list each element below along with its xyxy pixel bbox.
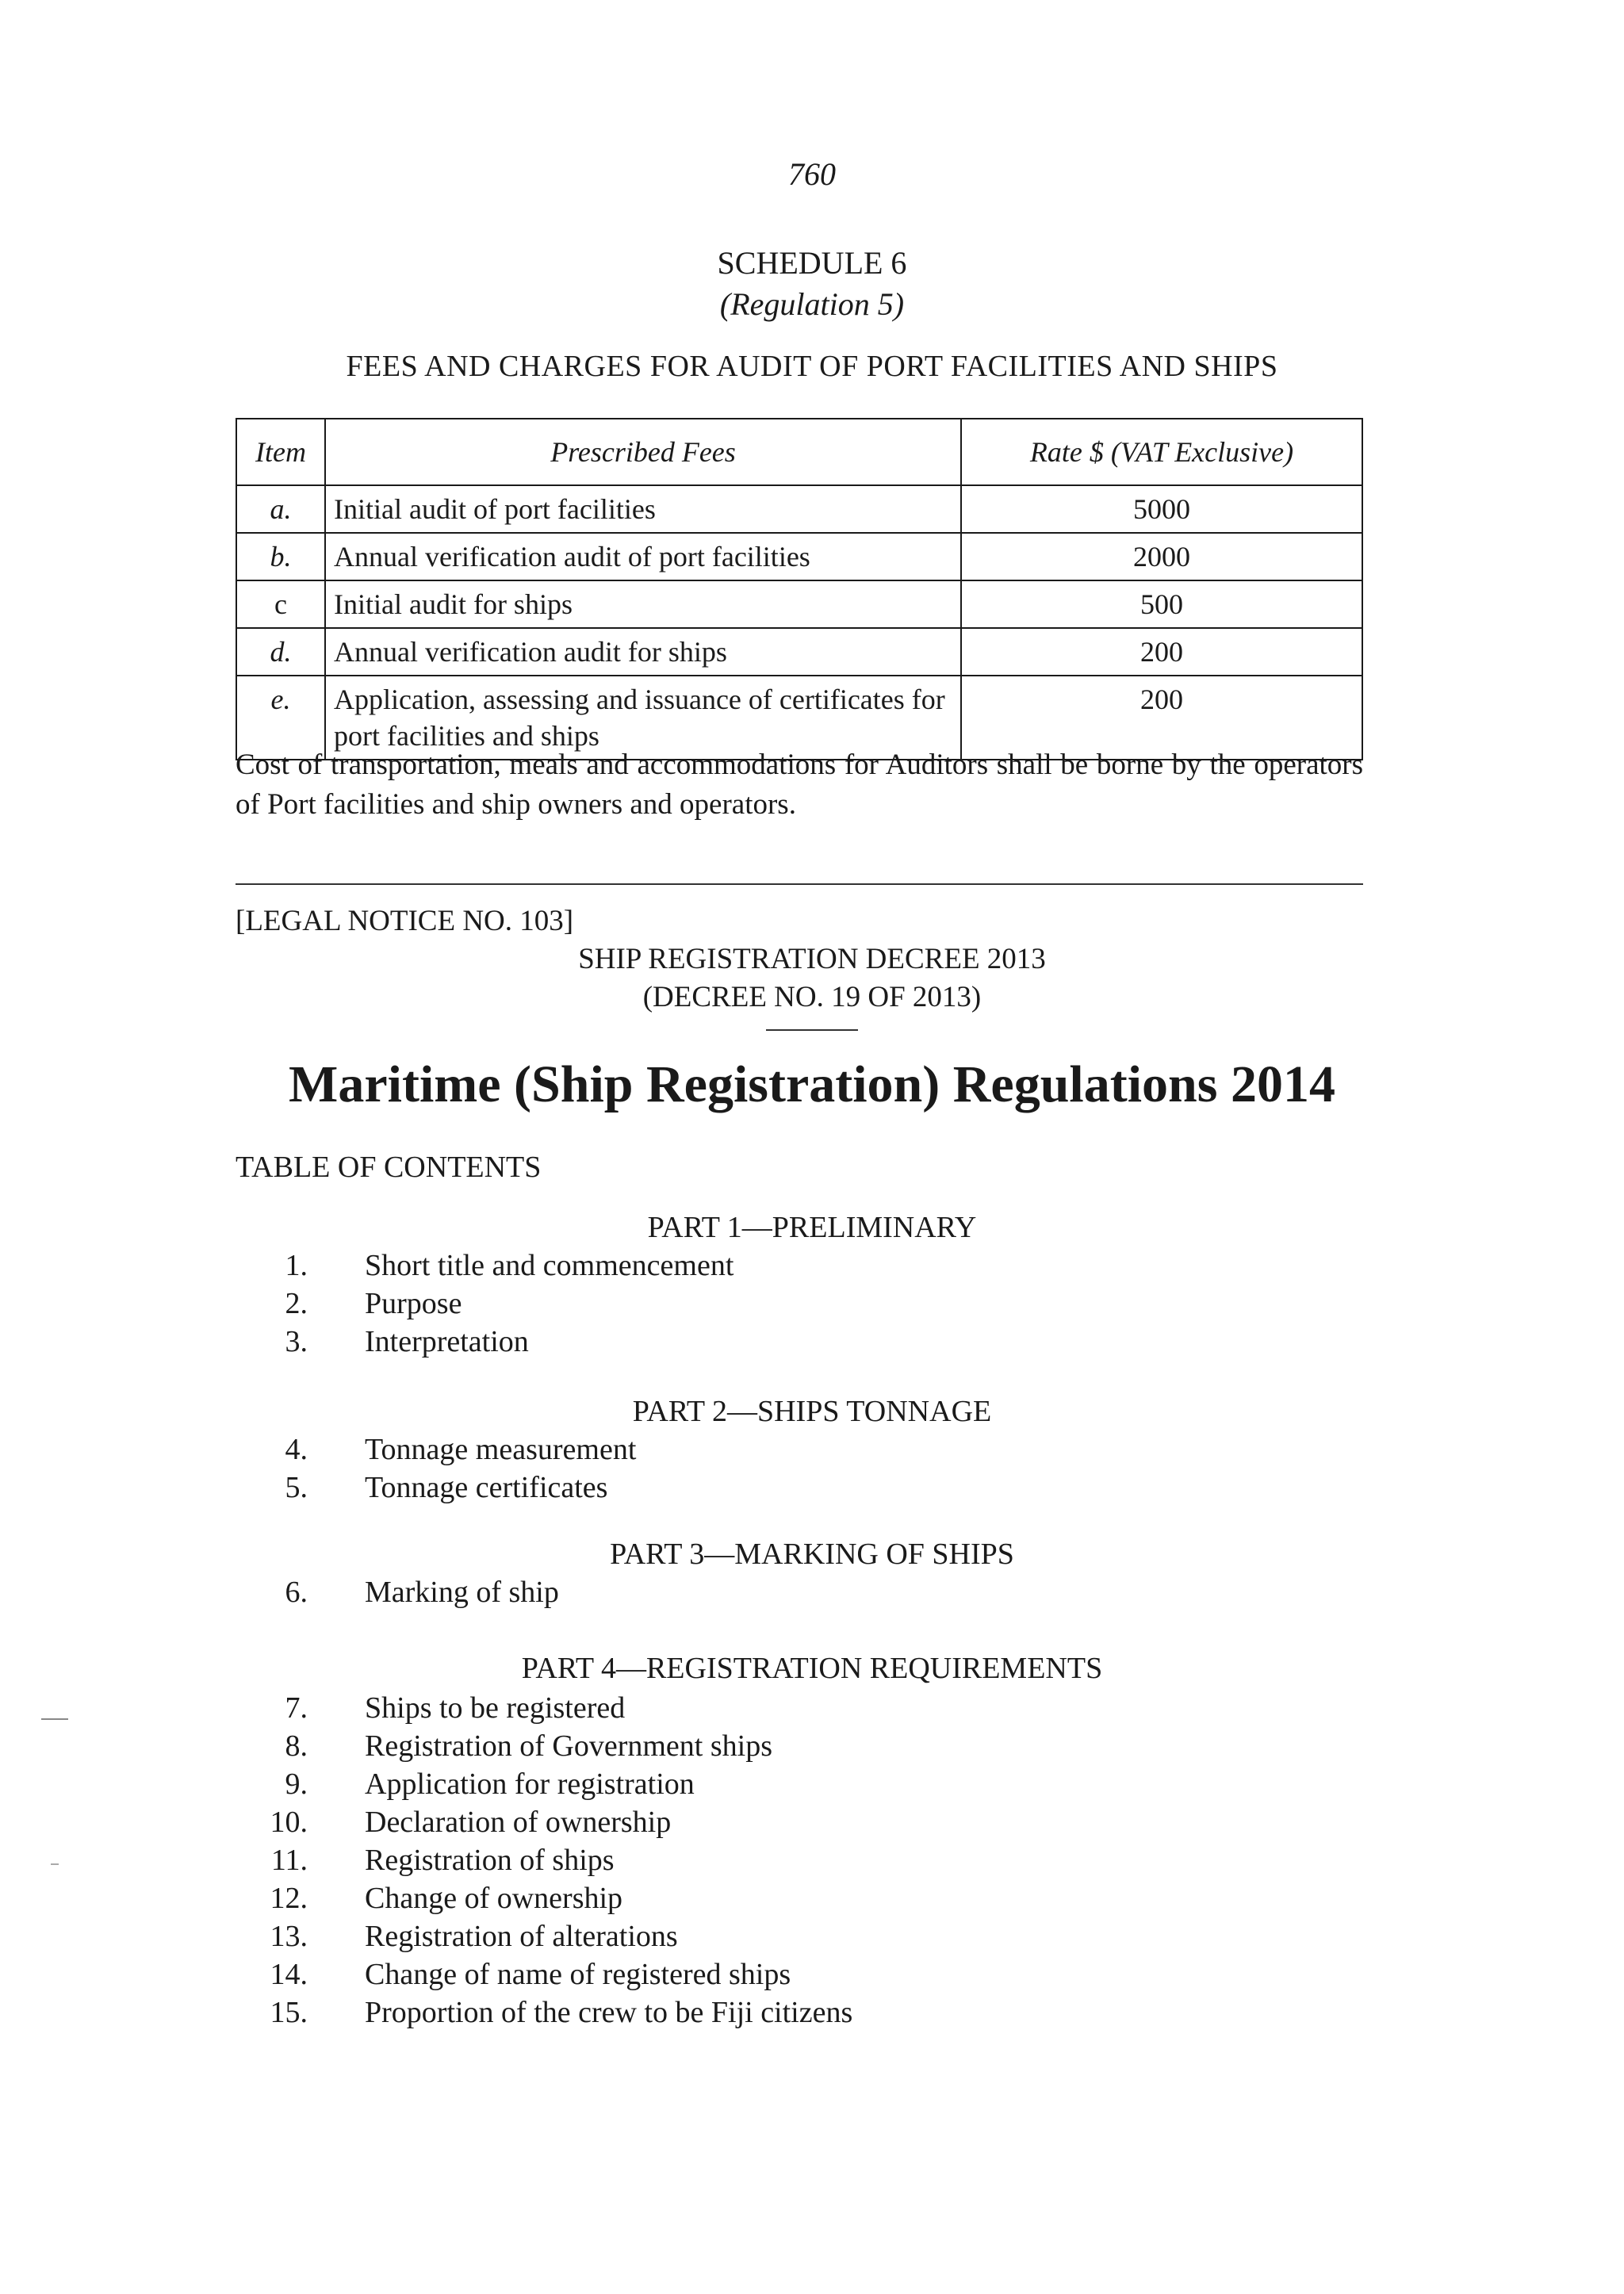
toc-item-number: 5. xyxy=(285,1471,308,1504)
row-rate: 5000 xyxy=(961,485,1362,533)
toc-item-number: 1. xyxy=(285,1249,308,1282)
toc-item-text: Declaration of ownership xyxy=(365,1806,672,1839)
toc-item-text: Ships to be registered xyxy=(365,1691,626,1725)
toc-item-text: Purpose xyxy=(365,1287,462,1320)
toc-item-number: 13. xyxy=(270,1920,308,1953)
toc-item-number: 6. xyxy=(285,1576,308,1609)
part-heading: PART 4—REGISTRATION REQUIREMENTS xyxy=(521,1652,1103,1685)
toc-item-text: Registration of ships xyxy=(365,1844,615,1877)
toc-item-number: 10. xyxy=(270,1806,308,1839)
toc-item-number: 8. xyxy=(285,1729,308,1763)
row-rate: 2000 xyxy=(961,533,1362,580)
schedule-title: SCHEDULE 6 xyxy=(717,245,907,281)
row-item: d. xyxy=(236,628,325,676)
row-rate: 500 xyxy=(961,580,1362,628)
table-row xyxy=(236,485,1362,533)
schedule-heading: FEES AND CHARGES FOR AUDIT OF PORT FACILITIES AND SHIPS xyxy=(346,350,1278,383)
part-heading: PART 3—MARKING OF SHIPS xyxy=(610,1538,1014,1571)
toc-item-number: 7. xyxy=(285,1691,308,1725)
cost-note: Cost of transportation, meals and accommodations for Auditors shall be borne by the operators of Port facilities and ship owners and operators. xyxy=(236,749,1363,821)
table-row xyxy=(236,533,1362,580)
header-item: Item xyxy=(236,419,325,485)
row-item: c xyxy=(236,580,325,628)
toc-item-number: 11. xyxy=(270,1844,308,1877)
row-item: a. xyxy=(236,485,325,533)
toc-item-number: 4. xyxy=(285,1433,308,1466)
toc-item-text: Registration of Government ships xyxy=(365,1729,772,1763)
toc-item-text: Application for registration xyxy=(365,1767,695,1801)
toc-item-text: Marking of ship xyxy=(365,1576,559,1609)
toc-item-number: 15. xyxy=(270,1996,308,2029)
row-rate: 200 xyxy=(961,676,1362,760)
row-fee: Initial audit for ships xyxy=(325,580,961,628)
toc-title: TABLE OF CONTENTS xyxy=(236,1151,542,1184)
decree-number: (DECREE NO. 19 OF 2013) xyxy=(642,981,982,1013)
toc-item-number: 12. xyxy=(270,1882,308,1915)
toc-item-number: 2. xyxy=(285,1287,308,1320)
part-heading: PART 1—PRELIMINARY xyxy=(647,1211,977,1244)
page-number: 760 xyxy=(788,156,836,192)
table-header-row xyxy=(236,419,1362,485)
row-item: e. xyxy=(236,676,325,760)
margin-mark xyxy=(41,1718,68,1720)
row-fee: Application, assessing and issuance of certificates for port facilities and ships xyxy=(325,676,961,760)
row-fee: Annual verification audit of port facilities xyxy=(325,533,961,580)
header-prescribed-fees: Prescribed Fees xyxy=(325,419,961,485)
table-row xyxy=(236,628,1362,676)
toc-item-text: Tonnage certificates xyxy=(365,1471,608,1504)
toc-item-number: 3. xyxy=(285,1325,308,1358)
fees-table xyxy=(236,418,1363,760)
toc-item-number: 9. xyxy=(285,1767,308,1801)
header-rate: Rate $ (VAT Exclusive) xyxy=(961,419,1362,485)
row-fee: Annual verification audit for ships xyxy=(325,628,961,676)
toc-item-text: Interpretation xyxy=(365,1325,529,1358)
row-fee: Initial audit of port facilities xyxy=(325,485,961,533)
toc-item-text: Change of name of registered ships xyxy=(365,1958,791,1991)
toc-item-text: Tonnage measurement xyxy=(365,1433,637,1466)
row-rate: 200 xyxy=(961,628,1362,676)
row-item: b. xyxy=(236,533,325,580)
title-divider xyxy=(766,1029,858,1031)
toc-item-text: Proportion of the crew to be Fiji citizens xyxy=(365,1996,853,2029)
toc-item-number: 14. xyxy=(270,1958,308,1991)
legal-notice: [LEGAL NOTICE NO. 103] xyxy=(236,905,574,937)
schedule-regulation-ref: (Regulation 5) xyxy=(719,286,905,322)
margin-mark xyxy=(51,1863,59,1865)
toc-item-text: Short title and commencement xyxy=(365,1249,734,1282)
toc-item-text: Registration of alterations xyxy=(365,1920,678,1953)
table-row xyxy=(236,580,1362,628)
decree-name: SHIP REGISTRATION DECREE 2013 xyxy=(578,943,1046,975)
section-divider xyxy=(236,883,1363,885)
part-heading: PART 2—SHIPS TONNAGE xyxy=(632,1395,992,1428)
toc-item-text: Change of ownership xyxy=(365,1882,623,1915)
regulation-title: Maritime (Ship Registration) Regulations 2014 xyxy=(289,1055,1335,1113)
